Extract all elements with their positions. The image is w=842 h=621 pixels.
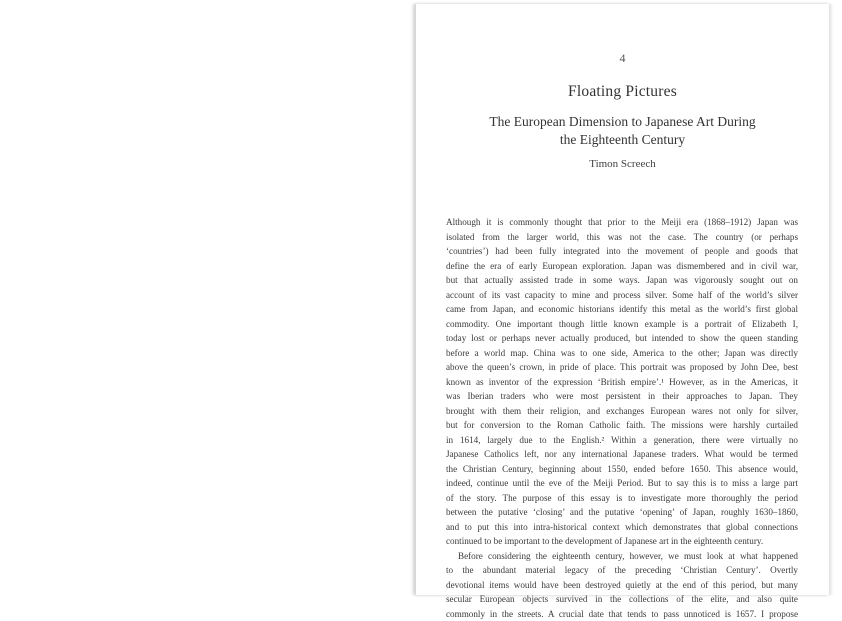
body-line: and to put this into intra-historical context which demonstrates that global connections [446, 520, 798, 535]
body-line: devotional items would have been destroyed quietly at the end of this period, but many [446, 578, 798, 593]
body-line: commodity. One important though little known example is a portrait of Elizabeth I, [446, 317, 798, 332]
body-line: secular European objects survived in the collections of the elite, and also quite [446, 592, 798, 607]
author-name: Timon Screech [416, 158, 829, 170]
body-text [446, 215, 798, 621]
body-line: in 1614, largely due to the English.² Within a generation, there were virtually no [446, 433, 798, 448]
body-line: but that actually assisted trade in some ways. Japan was vigorously sought out on [446, 273, 798, 288]
body-line: commonly in the streets. A crucial date that tends to pass unnoticed is 1657. I propose [446, 607, 798, 621]
chapter-subtitle-line: The European Dimension to Japanese Art During [446, 113, 799, 131]
body-line: of the story. The purpose of this essay is to investigate more thoroughly the period [446, 491, 798, 506]
body-line: indeed, continue until the eve of the Meiji Period. But to say this is to miss a large part [446, 476, 798, 491]
body-line: known as inventor of the expression ‘British empire’.¹ However, as in the Americas, it [446, 375, 798, 390]
body-line: Japanese Catholics left, nor any international Japanese traders. What would be termed [446, 447, 798, 462]
book-page [415, 4, 830, 595]
chapter-subtitle-line: the Eighteenth Century [446, 131, 799, 149]
body-line: today lost or perhaps never actually produced, but intended to show the queen standing [446, 331, 798, 346]
body-line: was Iberian traders who were most persistent in their approaches to Japan. They [446, 389, 798, 404]
body-line: Before considering the eighteenth century, however, we must look at what happened [446, 549, 798, 564]
body-line: define the era of early European exploration. Japan was dismembered and in civil war, [446, 259, 798, 274]
body-line: to the abundant material legacy of the preceding ‘Christian Century’. Overtly [446, 563, 798, 578]
body-line: isolated from the larger world, this was not the case. The country (or perhaps [446, 230, 798, 245]
body-line: brought with them their religion, and exchanges European wares not only for silver, [446, 404, 798, 419]
chapter-subtitle [446, 113, 799, 149]
body-line: account of its vast capacity to mine and process silver. Some half of the world’s silver [446, 288, 798, 303]
left-blank-page [0, 0, 415, 595]
body-line: came from Japan, and economic historians identify this metal as the world’s first global [446, 302, 798, 317]
body-line: the Christian Century, beginning about 1550, ended before 1650. This absence would, [446, 462, 798, 477]
body-line: before a world map. China was to one side, America to the other; Japan was directly [446, 346, 798, 361]
body-line: between the putative ‘closing’ and the putative ‘opening’ of Japan, roughly 1630–1860, [446, 505, 798, 520]
body-line: ‘countries’) had been fully integrated into the movement of people and goods that [446, 244, 798, 259]
chapter-number: 4 [416, 51, 829, 66]
body-line: but for conversion to the Roman Catholic faith. The missions were harshly curtailed [446, 418, 798, 433]
body-line: above the queen’s crown, in pride of place. This portrait was proposed by John Dee, best [446, 360, 798, 375]
chapter-title: Floating Pictures [416, 83, 829, 101]
body-line: continued to be important to the development of Japanese art in the eighteenth century. [446, 534, 798, 549]
body-line: Although it is commonly thought that prior to the Meiji era (1868–1912) Japan was [446, 215, 798, 230]
